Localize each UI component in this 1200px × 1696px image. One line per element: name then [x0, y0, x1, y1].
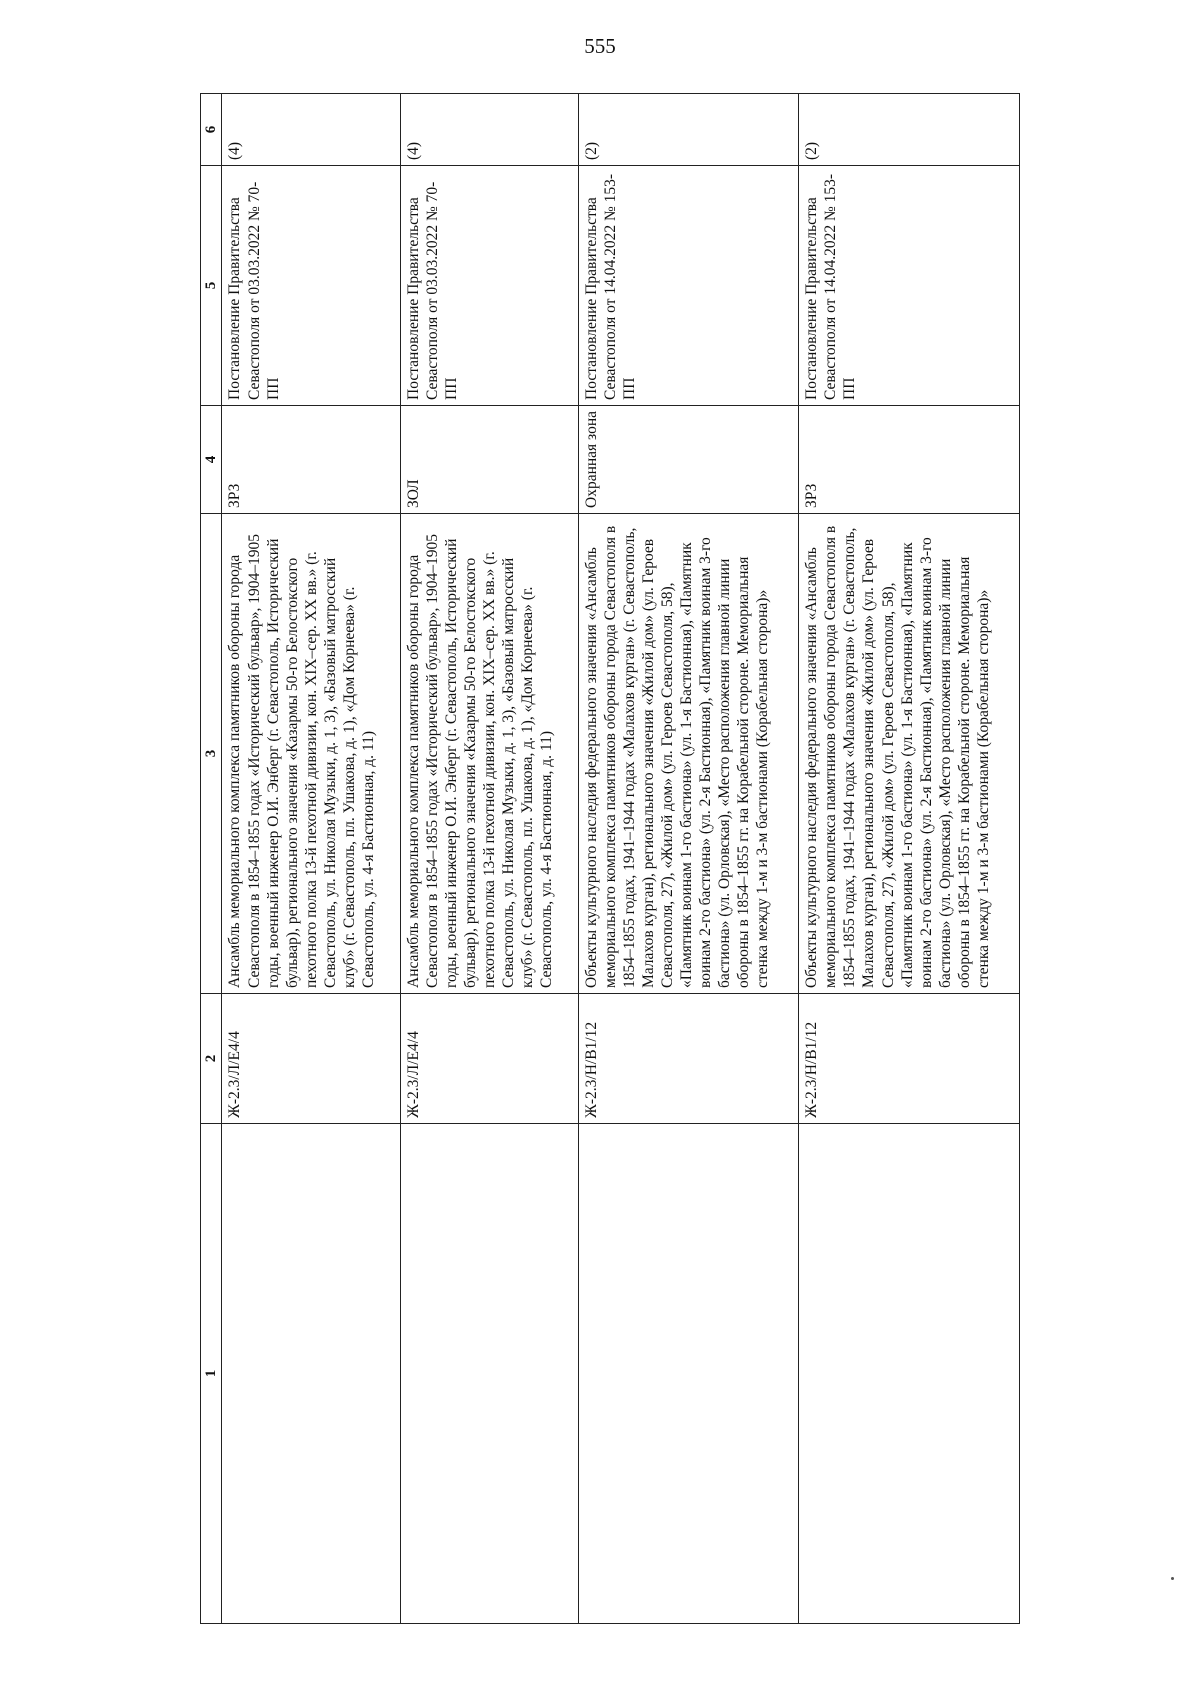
- table-row: [578, 94, 799, 1624]
- register-table: [200, 93, 1020, 1624]
- column-header-1: 1: [201, 1124, 222, 1624]
- cell-code: Ж-2.3/Л/Е4/4: [222, 994, 400, 1124]
- cell-legal-act: Постановление Правительства Севастополя от 14.04.2022 № 153-ПП: [578, 166, 799, 406]
- table-row: [400, 94, 578, 1624]
- rotated-table-container: [200, 94, 1020, 1624]
- cell-note: (4): [222, 94, 400, 166]
- cell-legal-act: Постановление Правительства Севастополя от 14.04.2022 № 153-ПП: [799, 166, 1020, 406]
- cell-code: Ж-2.3/Н/В1/12: [578, 994, 799, 1124]
- scan-speck: [1171, 1577, 1174, 1580]
- cell-number: [578, 1124, 799, 1624]
- column-header-4: 4: [201, 406, 222, 514]
- page-number: 555: [584, 34, 616, 58]
- column-header-3: 3: [201, 514, 222, 994]
- cell-zone-type: Охранная зона: [578, 406, 799, 514]
- cell-note: (2): [578, 94, 799, 166]
- cell-legal-act: Постановление Правительства Севастополя от 03.03.2022 № 70-ПП: [400, 166, 578, 406]
- cell-zone-type: ЗРЗ: [799, 406, 1020, 514]
- column-header-6: 6: [201, 94, 222, 166]
- table-row: [799, 94, 1020, 1624]
- cell-code: Ж-2.3/Л/Е4/4: [400, 994, 578, 1124]
- column-header-2: 2: [201, 994, 222, 1124]
- cell-zone-type: ЗОЛ: [400, 406, 578, 514]
- cell-object-description: Объекты культурного наследия федерального значения «Ансамбль мемориального комплекса памятников обороны города Севастополя в 1854–1855 годах, 1941–1944 годах «Малахов курган» (г. Севастополь, Малахов курган), регионального значения «Жилой дом» (ул. Героев Севастополя, 27), «Жилой дом» (ул. Героев Севастополя, 58), «Памятник воинам 1-го бастиона» (ул. 1-я Бастионная), «Памятник воинам 2-го бастиона» (ул. 2-я Бастионная), «Памятник воинам 3-го бастиона» (ул. Орловская), «Место расположения главной линии обороны в 1854–1855 гг. на Корабельной стороне. Мемориальная стенка между 1-м и 3-м бастионами (Корабельная сторона)»: [799, 514, 1020, 994]
- cell-code: Ж-2.3/Н/В1/12: [799, 994, 1020, 1124]
- cell-object-description: Объекты культурного наследия федерального значения «Ансамбль мемориального комплекса памятников обороны города Севастополя в 1854–1855 годах, 1941–1944 годах «Малахов курган» (г. Севастополь, Малахов курган), регионального значения «Жилой дом» (ул. Героев Севастополя, 27), «Жилой дом» (ул. Героев Севастополя, 58), «Памятник воинам 1-го бастиона» (ул. 1-я Бастионная), «Памятник воинам 2-го бастиона» (ул. 2-я Бастионная), «Памятник воинам 3-го бастиона» (ул. Орловская), «Место расположения главной линии обороны в 1854–1855 гг. на Корабельной стороне. Мемориальная стенка между 1-м и 3-м бастионами (Корабельная сторона)»: [578, 514, 799, 994]
- table-header-row: [201, 94, 222, 1624]
- cell-object-description: Ансамбль мемориального комплекса памятников обороны города Севастополя в 1854–1855 годах «Исторический бульвар», 1904–1905 годы, военный инженер О.И. Энберг (г. Севастополь, Исторический бульвар), регионального значения «Казармы 50-го Белостокского пехотного полка 13-й пехотной дивизии, кон. XIX–сер. XX вв.» (г. Севастополь, ул. Николая Музыки, д. 1, 3), «Базовый матросский клуб» (г. Севастополь, пл. Ушакова, д. 1), «Дом Корнеева» (г. Севастополь, ул. 4-я Бастионная, д. 11): [222, 514, 400, 994]
- cell-note: (2): [799, 94, 1020, 166]
- cell-legal-act: Постановление Правительства Севастополя от 03.03.2022 № 70-ПП: [222, 166, 400, 406]
- column-header-5: 5: [201, 166, 222, 406]
- table-row: [222, 94, 400, 1624]
- cell-number: [222, 1124, 400, 1624]
- cell-number: [799, 1124, 1020, 1624]
- cell-note: (4): [400, 94, 578, 166]
- cell-number: [400, 1124, 578, 1624]
- cell-object-description: Ансамбль мемориального комплекса памятников обороны города Севастополя в 1854–1855 годах «Исторический бульвар», 1904–1905 годы, военный инженер О.И. Энберг (г. Севастополь, Исторический бульвар), регионального значения «Казармы 50-го Белостокского пехотного полка 13-й пехотной дивизии, кон. XIX–сер. XX вв.» (г. Севастополь, ул. Николая Музыки, д. 1, 3), «Базовый матросский клуб» (г. Севастополь, пл. Ушакова, д. 1), «Дом Корнеева» (г. Севастополь, ул. 4-я Бастионная, д. 11): [400, 514, 578, 994]
- cell-zone-type: ЗРЗ: [222, 406, 400, 514]
